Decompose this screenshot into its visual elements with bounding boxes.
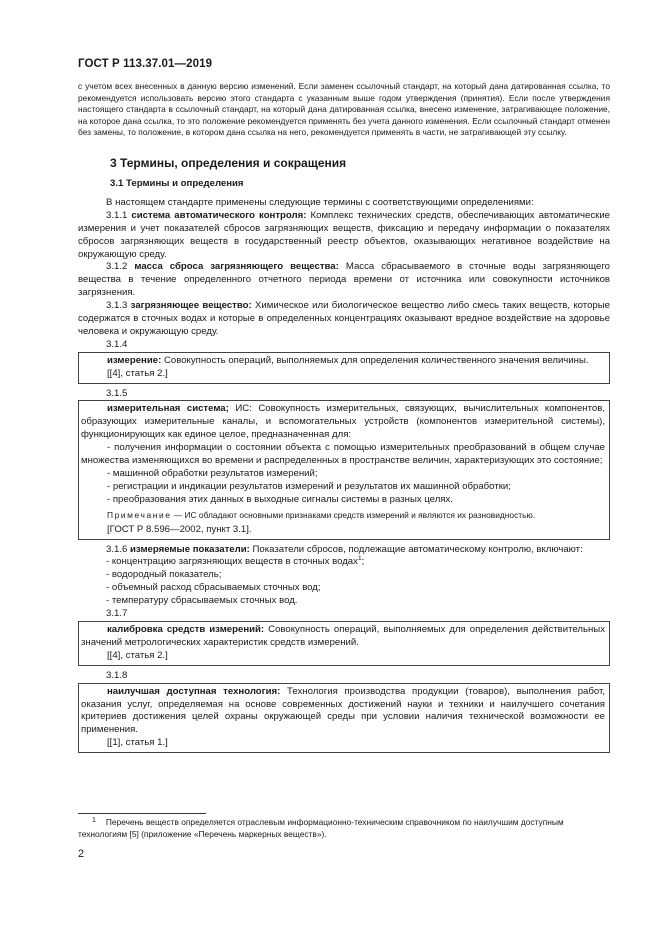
term-definition: Совокупность операций, выполняемых для определения действительных значений метрологических характеристик средств измерений.	[81, 623, 606, 648]
term-definition: Совокупность операций, выполняемых для определения количественного значения величины.	[163, 354, 589, 366]
term-definition: Комплекс технических средств, обеспечивающих автоматические измерения и учет показателей сбросов загрязняющих веществ, фиксацию и передачу информации о показателях сбросов загрязняющих веществ в государственный реестр объектов, оказывающих негативное воздействие на окружающую среду.	[78, 209, 611, 260]
term-box-3-1-4	[78, 352, 610, 384]
term-number: 3.1.1	[106, 209, 128, 221]
note	[81, 509, 605, 522]
subsection-3-1-title: 3.1 Термины и определения	[110, 177, 244, 189]
term-name: загрязняющее вещество:	[130, 300, 252, 312]
list-item-tail: ;	[361, 556, 365, 568]
list-item: - регистрации и индикации результатов измерений и результатов их машинной обработки;	[107, 480, 511, 492]
list-item: - получения информации о состоянии объекта с помощью измерительных преобразований в общем случае множества изменяющихся во времени и распределенных в пространстве величин, характеризующих это состояние;	[81, 442, 605, 467]
term-number: 3.1.6	[106, 543, 128, 555]
term-name: калибровка средств измерений:	[107, 623, 265, 635]
term-name: измеряемые показатели:	[130, 543, 250, 555]
term-3-1-3	[78, 300, 610, 339]
term-box-3-1-8	[78, 683, 610, 754]
term-name: система автоматического контроля:	[131, 209, 307, 221]
term-3-1-8	[81, 686, 605, 738]
term-definition: Масса сбрасываемого в сточные воды загрязняющего вещества в течение определенного отчетного периода времени от источника или совокупности источников загрязнения.	[78, 261, 610, 299]
page-number: 2	[78, 848, 85, 860]
section-3-title: 3 Термины, определения и сокращения	[110, 155, 347, 170]
term-definition: ИС: Совокупность измерительных, связующих, вычислительных компонентов, образующих измерительные каналы, и вспомогательных устройств (компонентов измерительной системы), функционирующих как единое целое, предназначенная для:	[81, 403, 605, 441]
term-box-3-1-5	[78, 400, 610, 539]
term-definition: Химическое или биологическое вещество либо смесь таких веществ, которые содержатся в сточных водах и которые в определенных концентрациях оказывают вредное воздействие на здоровье человека и окружающую среду.	[78, 300, 610, 337]
intro-paragraph: с учетом всех внесенных в данную версию изменений. Если заменен ссылочный стандарт, на который дана датированная ссылка, то рекомендуется использовать версию этого стандарта с указанным выше годом утверждения (принятия). Если после утверждения настоящего стандарта в ссылочный стандарт, на который дана датированная ссылка, внесено изменение, затрагивающее положение, на которое дана ссылка, то это положение рекомендуется применять без учета данного изменения. Если ссылочный стандарт отменен без замены, то положение, в котором дана ссылка на него, рекомендуется применять в части, не затрагивающей эту ссылку.	[78, 81, 610, 138]
term-number-3-1-7: 3.1.7	[106, 608, 128, 620]
term-3-1-5	[81, 403, 605, 442]
list-item: - водородный показатель;	[106, 569, 222, 581]
list-item-text: - концентрацию загрязняющих веществ в сточных водах	[106, 556, 358, 568]
term-box-3-1-7	[78, 621, 610, 666]
list-item	[78, 556, 610, 569]
list-item: - объемный расход сбрасываемых сточных вод;	[106, 582, 321, 594]
term-definition: Технология производства продукции (товаров), выполнения работ, оказания услуг, определяемая на основе современных достижений науки и техники и наилучшего сочетания критериев достижения целей охраны окружающей среды при условии наличия технической возможности ее применения.	[81, 685, 605, 736]
term-definition: Показатели сбросов, подлежащие автоматическому контролю, включают:	[252, 543, 583, 555]
term-3-1-1	[78, 210, 610, 262]
term-number-3-1-5: 3.1.5	[106, 387, 128, 399]
term-name: измерительная система;	[107, 403, 229, 415]
list-item: - машинной обработки результатов измерений;	[107, 468, 318, 479]
term-3-1-4	[81, 355, 605, 368]
footnote	[78, 817, 610, 841]
term-name: наилучшая доступная технология:	[107, 685, 281, 697]
footnote-number: 1	[92, 817, 96, 824]
term-number: 3.1.2	[106, 261, 128, 273]
term-name: масса сброса загрязняющего вещества:	[134, 261, 339, 273]
term-3-1-2	[78, 261, 610, 300]
list-item: - температуру сбрасываемых сточных вод.	[106, 595, 298, 607]
note-text: — ИС обладают основными признаками средств измерений и являются их разновидностью.	[171, 509, 536, 520]
term-source: [[1], статья 1.]	[107, 737, 168, 749]
term-number: 3.1.3	[106, 300, 128, 312]
lead-paragraph: В настоящем стандарте применены следующие термины с соответствующими определениями:	[106, 196, 534, 208]
footnote-ref[interactable]: 1	[357, 555, 362, 563]
term-3-1-7	[81, 624, 605, 650]
footnote-text: Перечень веществ определяется отраслевым информационно-техническим справочником по наилучшим доступным технологиям [5] (приложение «Перечень маркерных веществ»).	[78, 817, 564, 840]
page-header-title: ГОСТ Р 113.37.01—2019	[78, 58, 213, 70]
term-name: измерение:	[107, 354, 162, 366]
footnote-divider	[78, 813, 206, 814]
note-label: Примечание	[107, 509, 172, 520]
term-number-3-1-4: 3.1.4	[106, 338, 128, 350]
term-3-1-6	[78, 544, 610, 557]
page-content	[78, 81, 610, 757]
list-item: - преобразования этих данных в выходные сигналы системы в разных целях.	[107, 493, 453, 505]
term-source: [[4], статья 2.]	[107, 649, 168, 661]
term-source: [[4], статья 2.]	[107, 367, 168, 379]
term-number-3-1-8: 3.1.8	[106, 669, 128, 681]
term-source: [ГОСТ Р 8.596—2002, пункт 3.1].	[107, 523, 252, 535]
